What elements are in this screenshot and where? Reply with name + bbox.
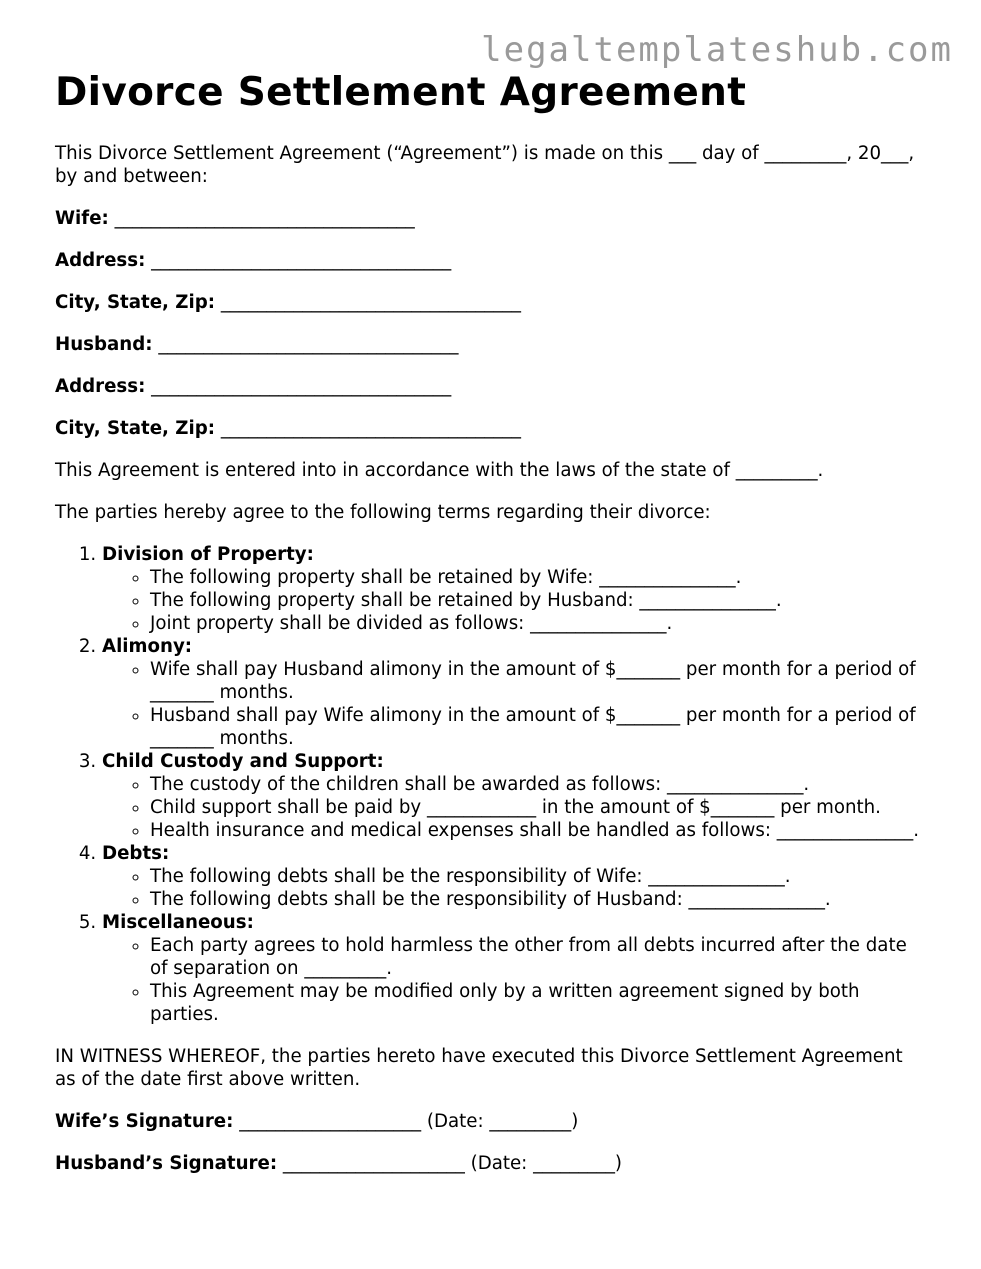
list-item: ◦ The following property shall be retained by Husband: _______________. [150,589,925,612]
intro-paragraph: This Divorce Settlement Agreement (“Agreement”) is made on this ___ day of _________, 20___, by and between: [55,143,915,187]
signature-blank: ____________________ [282,1153,465,1174]
list-item: ◦ The following debts shall be the responsibility of Wife: _______________. [150,865,925,888]
section-child-custody-and-support [102,750,925,842]
section-heading: Alimony: [102,636,193,657]
section-items [102,658,925,750]
section-heading: Child Custody and Support: [102,751,384,772]
field-blank: _________________________________ [114,208,415,229]
field-label: Address: [55,250,146,271]
field-blank: _________________________________ [151,376,452,397]
list-item: ◦ This Agreement may be modified only by a written agreement signed by both parties. [150,980,925,1026]
wife-city-state-zip-field[interactable] [55,291,925,314]
field-label: Wife: [55,208,109,229]
section-heading: Debts: [102,843,170,864]
terms-list [55,543,925,1026]
section-division-of-property [102,543,925,635]
list-item: ◦ Husband shall pay Wife alimony in the amount of $_______ per month for a period of _______ months. [150,704,925,750]
signature-blank: ____________________ [239,1111,422,1132]
husband-name-field[interactable] [55,333,925,356]
list-item: ◦ Health insurance and medical expenses shall be handled as follows: _______________. [150,819,925,842]
field-blank: _________________________________ [220,418,521,439]
field-blank: _________________________________ [151,250,452,271]
field-blank: _________________________________ [220,292,521,313]
section-items [102,934,925,1026]
husband-address-field[interactable] [55,375,925,398]
list-item: ◦ Child support shall be paid by ____________ in the amount of $_______ per month. [150,796,925,819]
section-items [102,566,925,635]
section-miscellaneous [102,911,925,1026]
governing-law-paragraph: This Agreement is entered into in accordance with the laws of the state of _________. [55,460,824,481]
signature-label: Wife’s Signature: [55,1111,234,1132]
section-heading: Miscellaneous: [102,912,254,933]
list-item: ◦ Wife shall pay Husband alimony in the amount of $_______ per month for a period of _______ months. [150,658,925,704]
list-item: ◦ The custody of the children shall be awarded as follows: _______________. [150,773,925,796]
field-label: City, State, Zip: [55,418,216,439]
signature-date: (Date: _________) [426,1111,579,1132]
section-items [102,865,925,911]
husband-city-state-zip-field[interactable] [55,417,925,440]
signature-label: Husband’s Signature: [55,1153,278,1174]
section-debts [102,842,925,911]
list-item: ◦ The following debts shall be the responsibility of Husband: _______________. [150,888,925,911]
section-items [102,773,925,842]
list-item: ◦ Joint property shall be divided as follows: _______________. [150,612,925,635]
page-title: Divorce Settlement Agreement [55,70,747,115]
field-label: Address: [55,376,146,397]
section-heading: Division of Property: [102,544,314,565]
list-item: ◦ The following property shall be retained by Wife: _______________. [150,566,925,589]
watermark: legaltemplateshub.com [481,30,953,70]
witness-paragraph: IN WITNESS WHEREOF, the parties hereto have executed this Divorce Settlement Agreement as of the date first above written. [55,1046,903,1090]
field-blank: _________________________________ [158,334,459,355]
wife-signature-line[interactable] [55,1110,925,1133]
field-label: City, State, Zip: [55,292,216,313]
document-body [55,142,925,1194]
wife-address-field[interactable] [55,249,925,272]
signature-date: (Date: _________) [470,1153,623,1174]
terms-intro-paragraph: The parties hereby agree to the following terms regarding their divorce: [55,502,711,523]
husband-signature-line[interactable] [55,1152,925,1175]
wife-name-field[interactable] [55,207,925,230]
list-item: ◦ Each party agrees to hold harmless the other from all debts incurred after the date of separation on _________. [150,934,925,980]
section-alimony [102,635,925,750]
field-label: Husband: [55,334,153,355]
